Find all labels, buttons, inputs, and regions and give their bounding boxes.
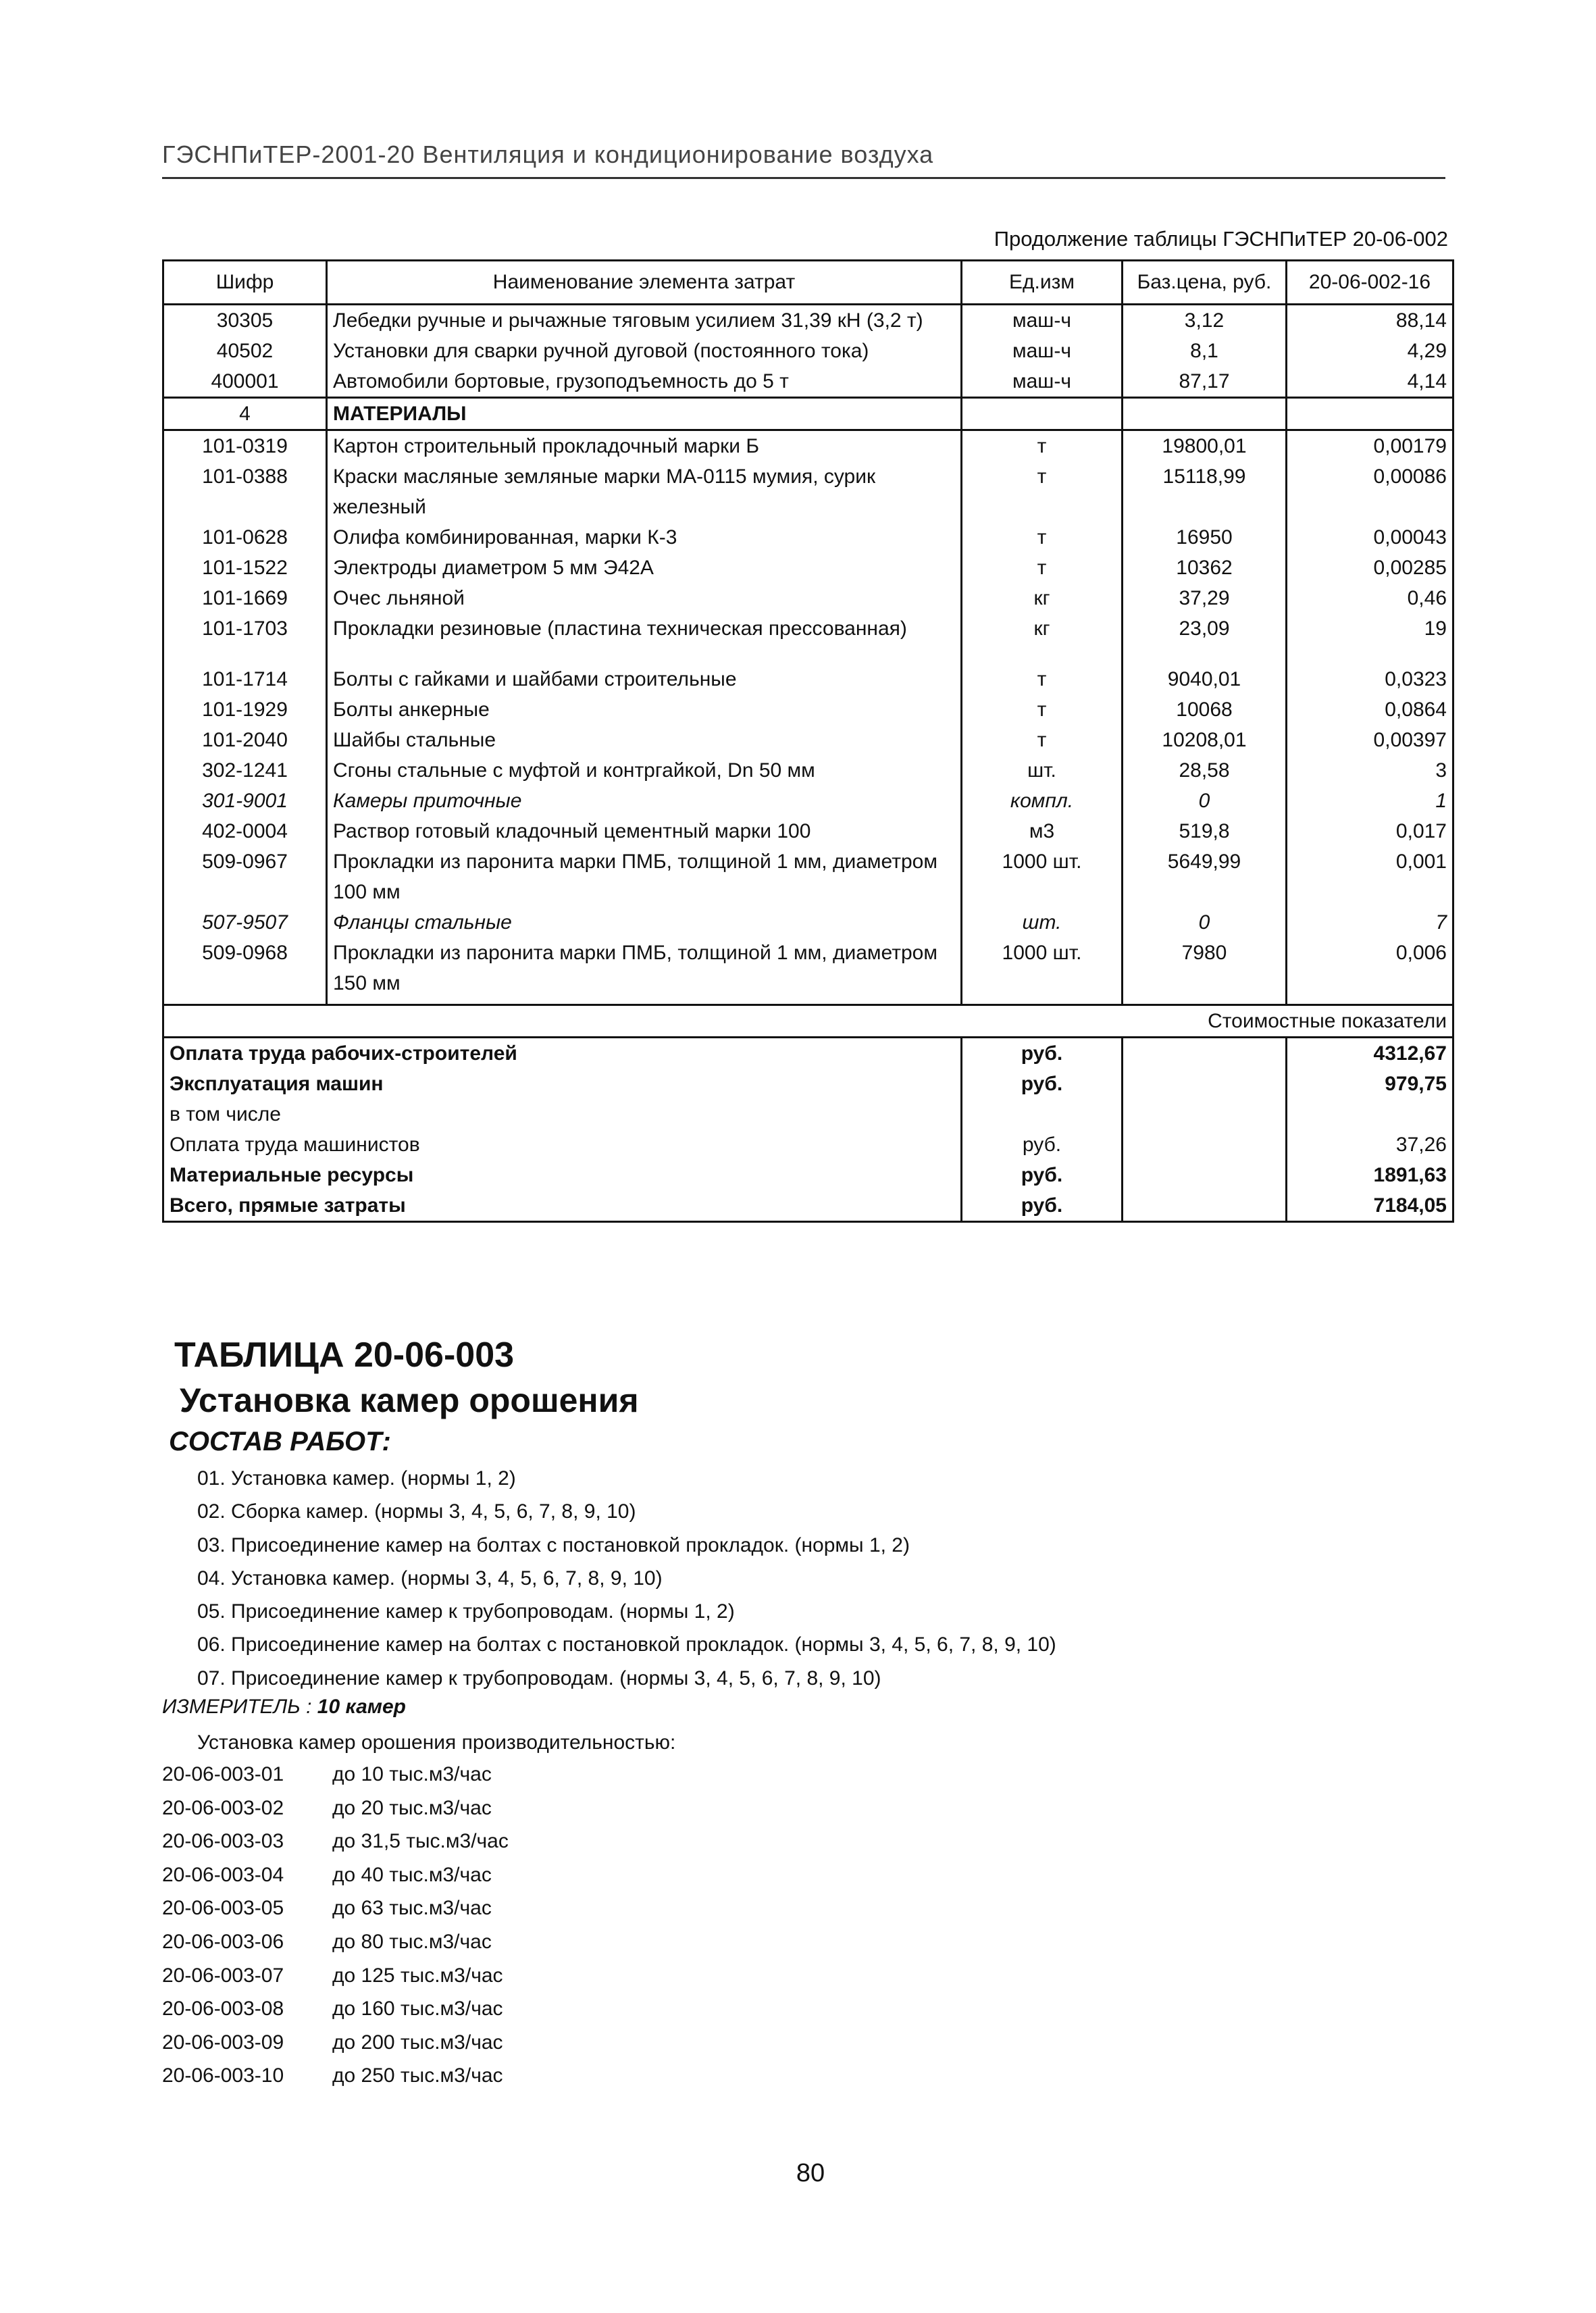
cell-price: 519,8: [1123, 816, 1287, 846]
summary-row: [163, 1069, 1453, 1099]
table-row: [163, 816, 1453, 846]
summary-label: Всего, прямые затраты: [163, 1190, 962, 1222]
cell-price: 0: [1123, 786, 1287, 816]
cell-value: 88,14: [1287, 305, 1453, 336]
header-rule: [162, 177, 1445, 179]
work-item: 02. Сборка камер. (нормы 3, 4, 5, 6, 7, 8, 9, 10): [197, 1500, 636, 1523]
cell-unit: маш-ч: [962, 336, 1123, 366]
rates-intro: Установка камер орошения производительностью:: [197, 1731, 676, 1754]
table-row: [163, 664, 1453, 694]
cell-unit: т: [962, 664, 1123, 694]
rate-code: 20-06-003-06: [162, 1930, 284, 1953]
cell-empty: [1287, 644, 1453, 664]
cell-unit: кг: [962, 613, 1123, 644]
column-header: Ед.изм: [962, 261, 1123, 305]
cost-table-body: [163, 305, 1453, 1222]
table-row: [163, 755, 1453, 786]
cell-value: 0,46: [1287, 583, 1453, 613]
cell-price: 7980: [1123, 938, 1287, 998]
cell-name: Шайбы стальные: [327, 725, 962, 755]
measure-value: 10 камер: [317, 1696, 406, 1718]
cell-empty: [1123, 1129, 1287, 1160]
summary-value: 7184,05: [1287, 1190, 1453, 1222]
cell-unit: т: [962, 461, 1123, 522]
rate-description: до 160 тыс.м3/час: [332, 1998, 503, 2020]
cell-name: Картон строительный прокладочный марки Б: [327, 430, 962, 462]
summary-value: 4312,67: [1287, 1038, 1453, 1069]
rate-description: до 31,5 тыс.м3/час: [332, 1830, 509, 1853]
cell-name: Установки для сварки ручной дуговой (постоянного тока): [327, 336, 962, 366]
work-composition-heading: СОСТАВ РАБОТ:: [169, 1427, 391, 1456]
summary-row: [163, 1160, 1453, 1190]
summary-row: [163, 1129, 1453, 1160]
column-header: 20-06-002-16: [1287, 261, 1453, 305]
spacer-row: [163, 644, 1453, 664]
cell-price: 10068: [1123, 694, 1287, 725]
measure-label: ИЗМЕРИТЕЛЬ :: [162, 1696, 312, 1718]
cell-price: 8,1: [1123, 336, 1287, 366]
cell-price: 87,17: [1123, 366, 1287, 398]
summary-value: 979,75: [1287, 1069, 1453, 1099]
work-item: 06. Присоединение камер на болтах с постановкой прокладок. (нормы 3, 4, 5, 6, 7, 8, 9, 10): [197, 1633, 1056, 1656]
cell-unit: компл.: [962, 786, 1123, 816]
cell-name: Прокладки из паронита марки ПМБ, толщиной 1 мм, диаметром 100 мм: [327, 846, 962, 907]
cell-code: 400001: [163, 366, 327, 398]
section-code: 4: [163, 398, 327, 430]
cell-unit: шт.: [962, 755, 1123, 786]
cell-value: 19: [1287, 613, 1453, 644]
summary-label: Оплата труда рабочих-строителей: [163, 1038, 962, 1069]
section-title: МАТЕРИАЛЫ: [327, 398, 962, 430]
cell-unit: т: [962, 430, 1123, 462]
cell-unit: шт.: [962, 907, 1123, 938]
summary-unit: руб.: [962, 1129, 1123, 1160]
cell-value: 0,0323: [1287, 664, 1453, 694]
cell-empty: [1123, 998, 1287, 1005]
cell-name: Лебедки ручные и рычажные тяговым усилием 31,39 кН (3,2 т): [327, 305, 962, 336]
cell-code: 301-9001: [163, 786, 327, 816]
table-row: [163, 553, 1453, 583]
table-row: [163, 907, 1453, 938]
cell-price: 3,12: [1123, 305, 1287, 336]
table-row: [163, 336, 1453, 366]
table-row: [163, 938, 1453, 998]
work-item: 07. Присоединение камер к трубопроводам. (нормы 3, 4, 5, 6, 7, 8, 9, 10): [197, 1667, 881, 1689]
cell-empty: [163, 644, 327, 664]
cell-code: 101-1714: [163, 664, 327, 694]
cell-code: 101-2040: [163, 725, 327, 755]
cost-table: [162, 259, 1454, 1223]
rate-code: 20-06-003-02: [162, 1796, 284, 1819]
cell-empty: [1123, 1099, 1287, 1129]
measure-line: [162, 1696, 406, 1719]
cell-empty: [962, 398, 1123, 430]
table-subtitle: Установка камер орошения: [180, 1381, 639, 1419]
cell-name: Камеры приточные: [327, 786, 962, 816]
cell-empty: [962, 998, 1123, 1005]
cell-price: 19800,01: [1123, 430, 1287, 462]
table-row: [163, 366, 1453, 398]
cell-unit: 1000 шт.: [962, 938, 1123, 998]
cell-value: 0,001: [1287, 846, 1453, 907]
cell-price: 5649,99: [1123, 846, 1287, 907]
cell-code: 101-0628: [163, 522, 327, 553]
rate-description: до 80 тыс.м3/час: [332, 1930, 492, 1953]
work-item: 05. Присоединение камер к трубопроводам. (нормы 1, 2): [197, 1600, 735, 1623]
rate-description: до 20 тыс.м3/час: [332, 1796, 492, 1819]
table-row: [163, 694, 1453, 725]
rate-code: 20-06-003-08: [162, 1998, 284, 2020]
work-item: 04. Установка камер. (нормы 3, 4, 5, 6, 7, 8, 9, 10): [197, 1567, 663, 1590]
summary-unit: руб.: [962, 1160, 1123, 1190]
summary-label: Эксплуатация машин: [163, 1069, 962, 1099]
table-row: [163, 725, 1453, 755]
cell-price: 16950: [1123, 522, 1287, 553]
work-item: 03. Присоединение камер на болтах с постановкой прокладок. (нормы 1, 2): [197, 1533, 910, 1556]
table-row: [163, 846, 1453, 907]
cell-value: 0,00086: [1287, 461, 1453, 522]
cell-empty: [962, 644, 1123, 664]
summary-unit: руб.: [962, 1038, 1123, 1069]
cell-value: 0,00285: [1287, 553, 1453, 583]
cell-code: 101-0319: [163, 430, 327, 462]
cell-empty: [1123, 1038, 1287, 1069]
table-end-row: [163, 998, 1453, 1005]
cell-name: Автомобили бортовые, грузоподъемность до 5 т: [327, 366, 962, 398]
cell-code: 509-0968: [163, 938, 327, 998]
summary-unit: руб.: [962, 1069, 1123, 1099]
rate-code: 20-06-003-10: [162, 2064, 284, 2087]
cell-empty: [1123, 1190, 1287, 1222]
cell-value: 4,14: [1287, 366, 1453, 398]
indicators-label: Стоимостные показатели: [163, 1005, 1453, 1038]
cell-name: Олифа комбинированная, марки К-3: [327, 522, 962, 553]
cell-code: 507-9507: [163, 907, 327, 938]
column-header: Наименование элемента затрат: [327, 261, 962, 305]
summary-unit: руб.: [962, 1190, 1123, 1222]
rate-description: до 10 тыс.м3/час: [332, 1763, 492, 1785]
cell-name: Краски масляные земляные марки МА-0115 мумия, сурик железный: [327, 461, 962, 522]
table-row: [163, 583, 1453, 613]
rate-code: 20-06-003-05: [162, 1897, 284, 1920]
cell-value: 0,00397: [1287, 725, 1453, 755]
rate-description: до 40 тыс.м3/час: [332, 1863, 492, 1886]
cell-code: 302-1241: [163, 755, 327, 786]
cell-unit: кг: [962, 583, 1123, 613]
table-row: [163, 461, 1453, 522]
cell-code: 30305: [163, 305, 327, 336]
cell-empty: [1123, 644, 1287, 664]
summary-value: 1891,63: [1287, 1160, 1453, 1190]
cell-value: 1: [1287, 786, 1453, 816]
cell-code: 101-1522: [163, 553, 327, 583]
cell-code: 40502: [163, 336, 327, 366]
cell-unit: м3: [962, 816, 1123, 846]
work-item: 01. Установка камер. (нормы 1, 2): [197, 1467, 516, 1490]
cell-empty: [1123, 1160, 1287, 1190]
summary-label: Материальные ресурсы: [163, 1160, 962, 1190]
cell-value: 0,017: [1287, 816, 1453, 846]
summary-row: [163, 1038, 1453, 1069]
cell-unit: т: [962, 725, 1123, 755]
page-number: 80: [796, 2159, 825, 2187]
rate-code: 20-06-003-01: [162, 1763, 284, 1785]
indicators-row: [163, 1005, 1453, 1038]
cell-code: 101-1703: [163, 613, 327, 644]
cell-price: 0: [1123, 907, 1287, 938]
cell-empty: [1287, 398, 1453, 430]
rate-code: 20-06-003-09: [162, 2031, 284, 2054]
cell-name: Фланцы стальные: [327, 907, 962, 938]
summary-label: Оплата труда машинистов: [163, 1129, 962, 1160]
continuation-note: Продолжение таблицы ГЭСНПиТЕР 20-06-002: [994, 227, 1448, 251]
cell-name: Болты с гайками и шайбами строительные: [327, 664, 962, 694]
cell-code: 509-0967: [163, 846, 327, 907]
cell-unit: т: [962, 522, 1123, 553]
running-header: ГЭСНПиТЕР-2001-20 Вентиляция и кондиционирование воздуха: [162, 141, 934, 168]
table-row: [163, 786, 1453, 816]
table-row: [163, 430, 1453, 462]
cell-price: 28,58: [1123, 755, 1287, 786]
cell-unit: 1000 шт.: [962, 846, 1123, 907]
cell-unit: маш-ч: [962, 366, 1123, 398]
cell-empty: [327, 644, 962, 664]
cell-price: 15118,99: [1123, 461, 1287, 522]
cell-code: 402-0004: [163, 816, 327, 846]
cell-price: 10208,01: [1123, 725, 1287, 755]
cell-code: 101-0388: [163, 461, 327, 522]
cell-value: 0,006: [1287, 938, 1453, 998]
table-row: [163, 305, 1453, 336]
cell-unit: т: [962, 694, 1123, 725]
cell-code: 101-1929: [163, 694, 327, 725]
cell-price: 10362: [1123, 553, 1287, 583]
cell-empty: [327, 998, 962, 1005]
cell-name: Прокладки резиновые (пластина техническая прессованная): [327, 613, 962, 644]
cell-value: 0,0864: [1287, 694, 1453, 725]
rate-code: 20-06-003-03: [162, 1830, 284, 1853]
rate-code: 20-06-003-04: [162, 1863, 284, 1886]
table-row: [163, 522, 1453, 553]
cell-price: 37,29: [1123, 583, 1287, 613]
cell-name: Раствор готовый кладочный цементный марки 100: [327, 816, 962, 846]
column-header: Баз.цена, руб.: [1123, 261, 1287, 305]
rate-description: до 250 тыс.м3/час: [332, 2064, 503, 2087]
cell-code: 101-1669: [163, 583, 327, 613]
table-title: ТАБЛИЦА 20-06-003: [174, 1336, 515, 1375]
rate-description: до 125 тыс.м3/час: [332, 1964, 503, 1987]
cell-name: Прокладки из паронита марки ПМБ, толщиной 1 мм, диаметром 150 мм: [327, 938, 962, 998]
section-row-materials: [163, 398, 1453, 430]
cell-price: 23,09: [1123, 613, 1287, 644]
rate-description: до 63 тыс.м3/час: [332, 1897, 492, 1920]
summary-unit: [962, 1099, 1123, 1129]
cell-price: 9040,01: [1123, 664, 1287, 694]
cell-name: Очес льняной: [327, 583, 962, 613]
cell-value: 0,00043: [1287, 522, 1453, 553]
summary-label: в том числе: [163, 1099, 962, 1129]
cell-value: 4,29: [1287, 336, 1453, 366]
table-header-row: [163, 261, 1453, 305]
column-header: Шифр: [163, 261, 327, 305]
cell-value: 3: [1287, 755, 1453, 786]
summary-value: [1287, 1099, 1453, 1129]
cell-unit: маш-ч: [962, 305, 1123, 336]
cell-empty: [1123, 398, 1287, 430]
summary-row: [163, 1099, 1453, 1129]
rate-code: 20-06-003-07: [162, 1964, 284, 1987]
cell-empty: [163, 998, 327, 1005]
cell-name: Болты анкерные: [327, 694, 962, 725]
summary-row: [163, 1190, 1453, 1222]
cell-value: 7: [1287, 907, 1453, 938]
cell-empty: [1287, 998, 1453, 1005]
cell-value: 0,00179: [1287, 430, 1453, 462]
cell-name: Электроды диаметром 5 мм Э42А: [327, 553, 962, 583]
cell-unit: т: [962, 553, 1123, 583]
cell-empty: [1123, 1069, 1287, 1099]
table-row: [163, 613, 1453, 644]
cell-name: Сгоны стальные с муфтой и контргайкой, Dn 50 мм: [327, 755, 962, 786]
summary-value: 37,26: [1287, 1129, 1453, 1160]
work-composition-list: [197, 1462, 1056, 1695]
rate-description: до 200 тыс.м3/час: [332, 2031, 503, 2054]
